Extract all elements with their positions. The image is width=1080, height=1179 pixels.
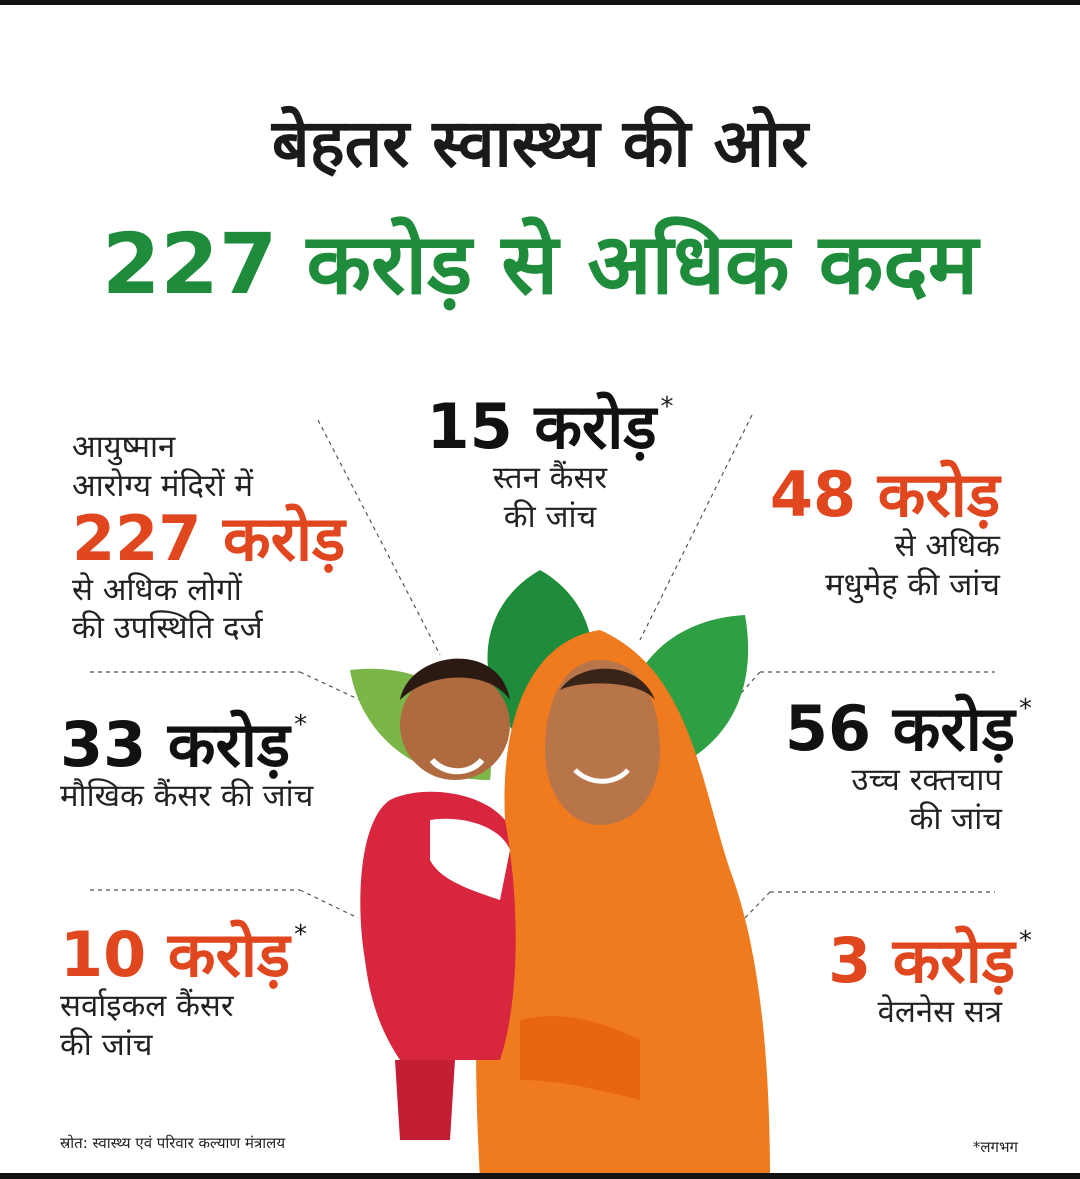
stat-cervical-cancer xyxy=(60,918,308,1065)
oral-cancer-line-1: मौखिक कैंसर की जांच xyxy=(60,778,314,815)
breast-cancer-line-1: स्तन कैंसर xyxy=(492,460,608,497)
asterisk: * xyxy=(1019,694,1032,724)
attendance-prefix-2: आरोग्य मंदिरों में xyxy=(72,467,254,504)
hypertension-line-1: उच्च रक्तचाप xyxy=(851,762,1002,799)
diabetes-line-2: मधुमेह की जांच xyxy=(825,566,1000,603)
oral-cancer-number: 33 करोड़ * xyxy=(60,708,308,781)
wellness-line-1: वेलनेस सत्र xyxy=(877,994,1002,1031)
cervical-cancer-line-2: की जांच xyxy=(60,1026,153,1063)
diabetes-number: 48 करोड़ xyxy=(769,458,1000,531)
asterisk: * xyxy=(294,710,308,740)
breast-cancer-number: 15 करोड़ * xyxy=(426,390,674,463)
title-line-2: 227 करोड़ से अधिक कदम xyxy=(101,215,979,313)
approx-note: *लगभग xyxy=(972,1138,1018,1156)
attendance-number: 227 करोड़ xyxy=(72,501,346,575)
diabetes-line-1: से अधिक xyxy=(894,528,1000,565)
source-note: स्रोत: स्वास्थ्य एवं परिवार कल्याण मंत्रालय xyxy=(60,1134,286,1152)
asterisk: * xyxy=(660,392,674,422)
attendance-suffix-2: की उपस्थिति दर्ज xyxy=(72,610,263,647)
stat-oral-cancer xyxy=(60,708,314,816)
attendance-suffix-1: से अधिक लोगों xyxy=(72,571,242,608)
stat-diabetes xyxy=(769,458,1000,605)
bottom-border xyxy=(0,1173,1080,1179)
wellness-number: 3 करोड़ * xyxy=(828,924,1032,997)
asterisk: * xyxy=(1019,926,1032,956)
breast-cancer-line-2: की जांच xyxy=(503,498,597,535)
hypertension-number: 56 करोड़ * xyxy=(784,692,1032,765)
title-line-1: बेहतर स्वास्थ्य की ओर xyxy=(271,105,809,182)
stat-breast-cancer xyxy=(400,390,700,537)
stat-wellness xyxy=(828,924,1032,1032)
stat-attendance xyxy=(72,428,345,648)
cervical-cancer-line-1: सर्वाइकल कैंसर xyxy=(60,988,234,1025)
asterisk: * xyxy=(294,920,308,950)
attendance-prefix-1: आयुष्मान xyxy=(72,429,176,465)
stat-hypertension xyxy=(784,692,1032,839)
hypertension-line-2: की जांच xyxy=(909,800,1002,837)
cervical-cancer-number: 10 करोड़ * xyxy=(60,918,308,991)
